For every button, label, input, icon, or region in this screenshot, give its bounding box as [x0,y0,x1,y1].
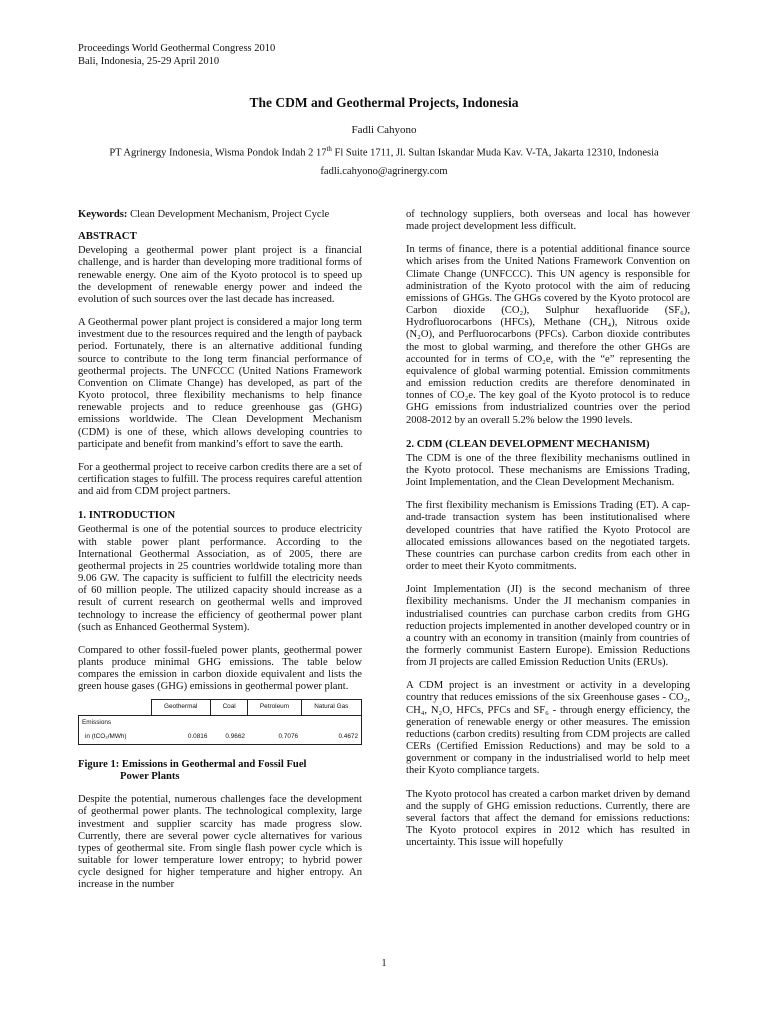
paper-author: Fadli Cahyono [351,124,417,136]
paper-title: The CDM and Geothermal Projects, Indonesia [249,95,519,110]
abstract-heading: ABSTRACT [78,230,137,243]
introduction-heading: 1. INTRODUCTION [78,509,176,522]
table-header-row [79,700,362,715]
body-paragraph: A CDM project is an investment or activity in a developing country that reduces emissions of the six Greenhouse gases - CO₂, CH₄, N₂O, HFCs, PFCs and SF₆ - through energy efficiency, the generation of renewable energy or other measures. The emission reductions (carbon credits) resulting from CDM projects are called CERs (Certified Emission Reductions) and may be sold to a government or company in the industrialised world to help meet their Kyoto compliance targets. [406,680,690,777]
proceedings-header [78,42,275,68]
abstract-paragraph: A Geothermal power plant project is considered a major long term investment due to the resources required and the length of payback period. Fortunately, there is an alternative additional funding source to contribute to the long term financial performance of geothermal projects. The UNFCCC (United Nations Framework Convention on Climate Change) has developed, as part of the Kyoto protocol, three flexibility mechanisms to help finance renewable projects and to reduce greenhouse gas (GHG) emissions worldwide. The Clean Development Mechanism (CDM) is one of these, which allows developing countries to participate and benefit from mankind’s effort to save the earth. [78,317,362,450]
table-cell: 0.7076 [248,730,301,745]
abstract-paragraph: Developing a geothermal power plant project is a financial challenge, and is harder than developing more traditional forms of renewable energy. One aim of the Kyoto protocol is to speed up the development of renewable energy power and indeed the evolution of such sources over the last decade has increased. [78,245,362,305]
abstract-paragraph: For a geothermal project to receive carbon credits there are a set of certification stages to fulfill. The process requires careful attention and aid from CDM project partners. [78,461,362,498]
table-row [79,730,362,745]
keywords-text: Clean Development Mechanism, Project Cycle [127,209,330,220]
table-row [79,715,362,730]
body-paragraph: The CDM is one of the three flexibility mechanisms outlined in the Kyoto protocol. These mechanisms are Emissions Trading, Joint Implementation, and the Clean Development Mechanism. [406,452,690,489]
figure-caption [78,759,362,783]
table-row-unit: in (tCO₂/MWh) [79,730,152,745]
table-row-label: Emissions [79,715,152,730]
table-corner [79,700,152,715]
body-paragraph: of technology suppliers, both overseas and local has however made project development less difficult. [406,209,690,233]
left-column [78,209,362,903]
intro-paragraph: Despite the potential, numerous challenges face the development of geothermal power plants. The technological complexity, large investment and supplier scarcity has made progress slow. Currently, there are several power cycle alternatives for various types of geothermal site. From single flash power cycle which is suitable for lower temperature lower entropy; to hybrid power cycle designed for higher temperature and higher entropy. An increase in the number [78,794,362,891]
affiliation-text-rest: Fl Suite 1711, Jl. Sultan Iskandar Muda Kav. V-TA, Jakarta 12310, Indonesia [331,147,659,159]
table-cell [301,715,361,730]
caption-line: Power Plants [120,771,180,783]
table-cell: 0.9662 [210,730,248,745]
affiliation-text: PT Agrinergy Indonesia, Wisma Pondok Indah 2 17 [109,147,327,159]
keywords-label: Keywords: [78,209,128,220]
proceedings-line: Proceedings World Geothermal Congress 2010 [78,43,276,54]
body-paragraph: Joint Implementation (JI) is the second mechanism of three flexibility mechanisms. Under the JI mechanism companies in industrialised countries can purchase carbon credits from GHG reduction projects implemented in another developed country or in a country with an economy in transition (mainly from countries of the formerly communist Eastern Europe). Emission Reductions from JI projects are called Emission Reduction Units (ERUs). [406,584,690,669]
table-cell [151,715,210,730]
page-number: 1 [381,958,387,969]
author-email: fadli.cahyono@agrinergy.com [320,166,448,177]
proceedings-location: Bali, Indonesia, 25-29 April 2010 [78,56,220,67]
body-paragraph: The first flexibility mechanism is Emissions Trading (ET). A cap-and-trade transaction system has been institutionalised where developed countries that have ratified the Kyoto Protocol are allocated emissions allowances based on the negotiated targets. These countries can purchase carbon credits from each other in order to meet their Kyoto commitments. [406,500,690,573]
table-cell: 0.0816 [151,730,210,745]
intro-paragraph: Compared to other fossil-fueled power plants, geothermal power plants produce minimal GHG emissions. The table below compares the emission in carbon dioxide equivalent and lists the green house gases (GHG) emissions in geothermal power plant. [78,644,362,693]
intro-paragraph: Geothermal is one of the potential sources to produce electricity with stable power plant performance. According to the International Geothermal Association, as of 2005, there are geothermal projects in 25 countries worldwide totaling more than 9.06 GW. The capacity is sufficient to fulfill the electricity needs of 60 million people. The utilized capacity should increase as a result of current research on geothermal wells and improved technology to increase the efficiency of geothermal power plant (such as Enhanced Geothermal System). [78,524,362,633]
cdm-heading: 2. CDM (CLEAN DEVELOPMENT MECHANISM) [406,437,650,450]
table-col-header: Geothermal [151,700,210,715]
author-affiliation [0,145,768,159]
table-col-header: Coal [210,700,248,715]
table-col-header: Natural Gas [301,700,361,715]
keywords [78,209,362,221]
table-col-header: Petroleum [248,700,301,715]
table-cell [248,715,301,730]
body-paragraph: In terms of finance, there is a potential additional finance source which arises from the United Nations Framework Convention on Climate Change (UNFCCC). This UN agency is responsible for administration of the Kyoto protocol with the aim of reducing emissions of GHGs. The GHGs covered by the Kyoto protocol are Carbon dioxide (CO₂), Sulphur hexafluoride (SF₆), Hydrofluorocarbons (HFCs), Methane (CH₄), Nitrous oxide (N₂O), and Perfluorocarbons (PFCs). Carbon dioxide contributes the most to global warming, and therefore the other GHGs are accounted for in terms of CO₂e, with the “e” representing the equivalence of global warming potential. Emission commitments and emission reduction credits are therefore denominated in tonnes of CO₂e. The key goal of the Kyoto protocol is to reduce GHG emissions from industrialized countries over the period 2008-2012 by an overall 5.2% below the 1990 levels. [406,244,690,426]
emissions-table [78,699,362,744]
caption-line: Figure 1: Emissions in Geothermal and Fossil Fuel [78,758,307,770]
table-cell: 0.4672 [301,730,361,745]
affiliation-sup: th [326,145,332,153]
right-column [406,209,690,860]
body-paragraph: The Kyoto protocol has created a carbon market driven by demand and the supply of GHG emission reductions. Currently, there are several factors that affect the demand for emissions reductions: The Kyoto protocol expires in 2012 which has resulted in uncertainty. This issue will hopefully [406,788,690,849]
table-cell [210,715,248,730]
